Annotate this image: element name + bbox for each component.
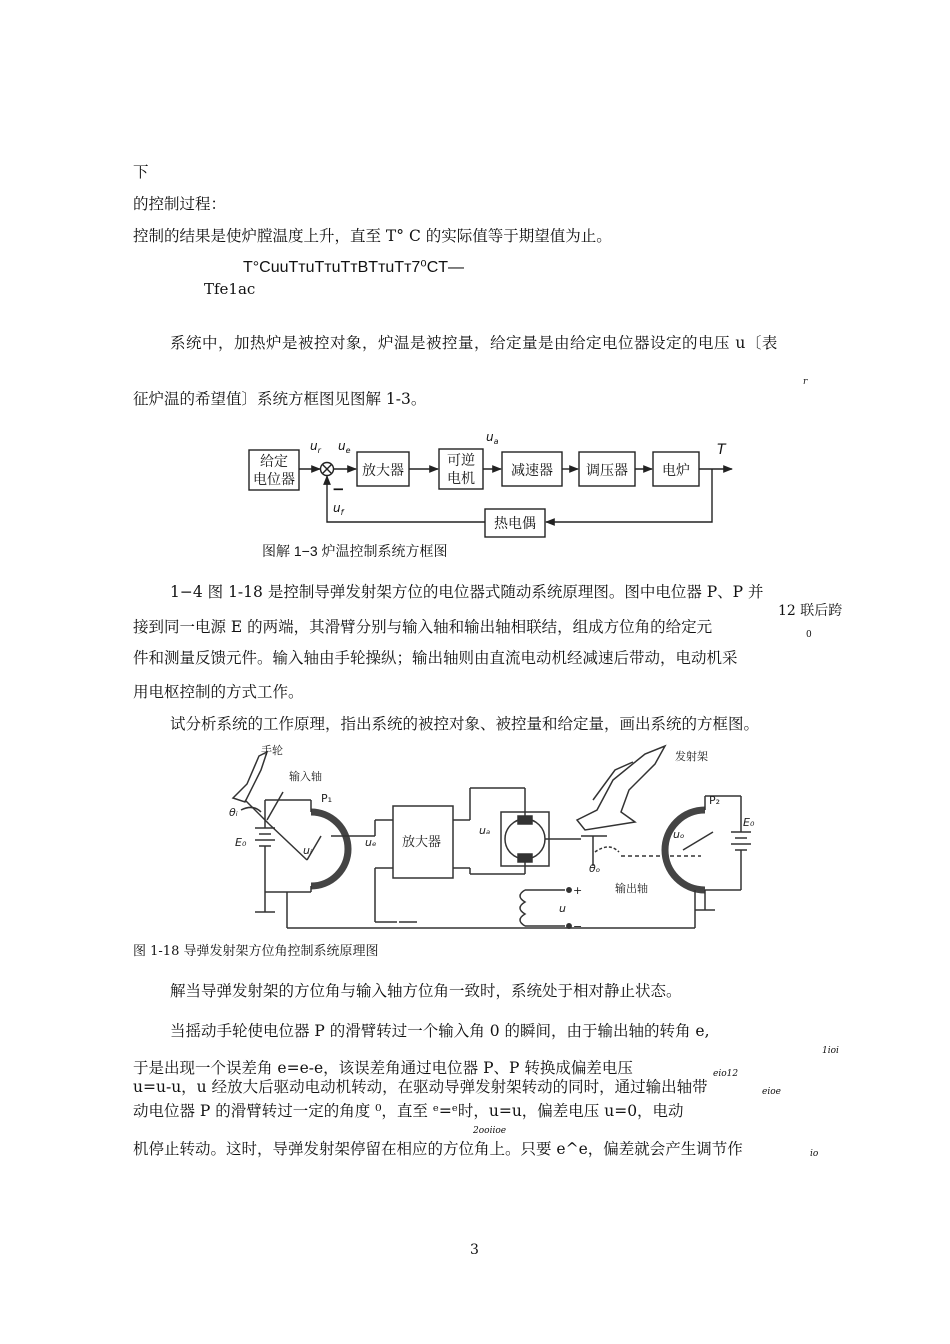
text-solution-4-sub: eioe: [762, 1087, 781, 1097]
text-14-b-sub: 0: [806, 630, 812, 640]
signal-ua: $u_a$: [486, 432, 499, 446]
block-diagram-caption: 图解 1−3 炉温控制系统方框图: [262, 543, 448, 559]
launcher-schematic: [225, 740, 770, 940]
label-u: u: [559, 902, 566, 915]
text-14-b: 接到同一电源 E 的两端，其滑臂分别与输入轴和输出轴相联结，组成方位角的给定元: [133, 618, 713, 636]
label-e0-left: E₀: [235, 836, 247, 849]
text-solution-6: 机停止转动。这时，导弹发射架停留在相应的方位角上。只要 e^e，偏差就会产生调节作: [133, 1140, 743, 1158]
label-launcher: 发射架: [675, 750, 708, 763]
furnace-block-diagram: [240, 432, 740, 544]
signal-ue: $u_e$: [338, 439, 351, 455]
text-solution-4: u=u-u，u 经放大后驱动电动机转动，在驱动导弹发射架转动的同时，通过输出轴带: [133, 1078, 708, 1096]
launcher-icon: [577, 746, 665, 830]
text-14-c: 件和测量反馈元件。输入轴由手轮操纵；输出轴则由直流电动机经减速后带动，电动机采: [133, 649, 738, 667]
potentiometer-p2: [665, 810, 705, 890]
text-system-1: 系统中，加热炉是被控对象，炉温是被控量，给定量是由给定电位器设定的电压 u〔表: [170, 334, 778, 352]
label-handwheel: 手轮: [261, 744, 283, 757]
text-control-process: 的控制过程：: [133, 195, 227, 213]
text-control-result: 控制的结果是使炉膛温度上升，直至 T° C 的实际值等于期望值为止。: [133, 227, 612, 245]
dc-motor-icon: [505, 819, 545, 859]
text-solution-3: 于是出现一个误差角 e=e-e，该误差角通过电位器 P、P 转换成偏差电压: [133, 1059, 633, 1077]
block-furnace-label: 电炉: [662, 463, 690, 479]
minus-sign: −: [332, 480, 345, 498]
block-setpoint-label-1: 给定: [260, 454, 288, 470]
text-solution-2-sub: 1ioi: [822, 1046, 839, 1056]
field-coil: [520, 890, 525, 926]
signal-ur: $u_r$: [310, 439, 321, 455]
text-14-sub: 12 联后跨: [778, 603, 843, 619]
label-input-shaft: 输入轴: [289, 770, 322, 783]
label-p2: P₂: [709, 794, 721, 807]
label-amplifier: 放大器: [402, 835, 442, 850]
text-solution-1: 解当导弹发射架的方位角与输入轴方位角一致时，系统处于相对静止状态。: [170, 982, 682, 1000]
label-plus: +: [573, 884, 583, 897]
label-theta-o: θₒ: [589, 862, 601, 875]
text-14-a: 1−4 图 1-18 是控制导弹发射架方位的电位器式随动系统原理图。图中电位器 P、P 并: [170, 583, 764, 601]
label-e0-right: E₀: [743, 816, 755, 829]
block-thermocouple-label: 热电偶: [494, 516, 536, 532]
garbled-formula-2: Tfe1ac: [204, 280, 256, 298]
text-system-sub-r: r: [803, 377, 808, 387]
text-xia: 下: [133, 163, 149, 181]
text-solution-5-sub: 2ooiioe: [473, 1126, 507, 1136]
signal-T: T: [717, 442, 726, 458]
handwheel-icon: [233, 752, 267, 802]
block-motor-label-2: 电机: [447, 471, 475, 487]
label-minus: −: [573, 920, 583, 933]
block-amplifier-label: 放大器: [362, 463, 404, 479]
label-theta-i: θᵢ: [229, 806, 238, 819]
text-solution-3-sub: eio12: [713, 1069, 739, 1079]
text-system-2: 征炉温的希望值〕系统方框图见图解 1-3。: [133, 390, 427, 408]
garbled-formula-1: T°CuuTтuTтuTтBTтuTт7⁰CT—: [243, 259, 465, 276]
block-regulator-label: 调压器: [586, 463, 628, 479]
page-number: 3: [470, 1242, 479, 1258]
block-motor-label-1: 可逆: [447, 453, 475, 469]
label-p1: P₁: [321, 792, 333, 805]
label-ua: uₐ: [479, 824, 491, 837]
block-reducer-label: 减速器: [511, 463, 553, 479]
figure-118-caption: 图 1-18 导弹发射架方位角控制系统原理图: [133, 944, 379, 959]
label-uo: uₒ: [673, 828, 685, 841]
label-ui: uᵢ: [303, 844, 312, 857]
text-solution-6-sub: io: [810, 1149, 819, 1159]
potentiometer-p1: [311, 812, 348, 886]
text-14-d: 用电枢控制的方式工作。: [133, 683, 304, 701]
label-ue: uₑ: [365, 836, 377, 849]
text-solution-5: 动电位器 P 的滑臂转过一定的角度 ⁰，直至 ᵉ=ᵉ时，u=u，偏差电压 u=0，电动: [133, 1102, 684, 1120]
block-setpoint-label-2: 电位器: [253, 472, 295, 488]
label-output-shaft: 输出轴: [615, 882, 648, 895]
signal-uf: $u_f$: [333, 501, 344, 517]
text-analyze: 试分析系统的工作原理，指出系统的被控对象、被控量和给定量，画出系统的方框图。: [170, 715, 760, 733]
text-solution-2: 当摇动手轮使电位器 P 的滑臂转过一个输入角 0 的瞬间，由于输出轴的转角 e,: [170, 1022, 710, 1040]
